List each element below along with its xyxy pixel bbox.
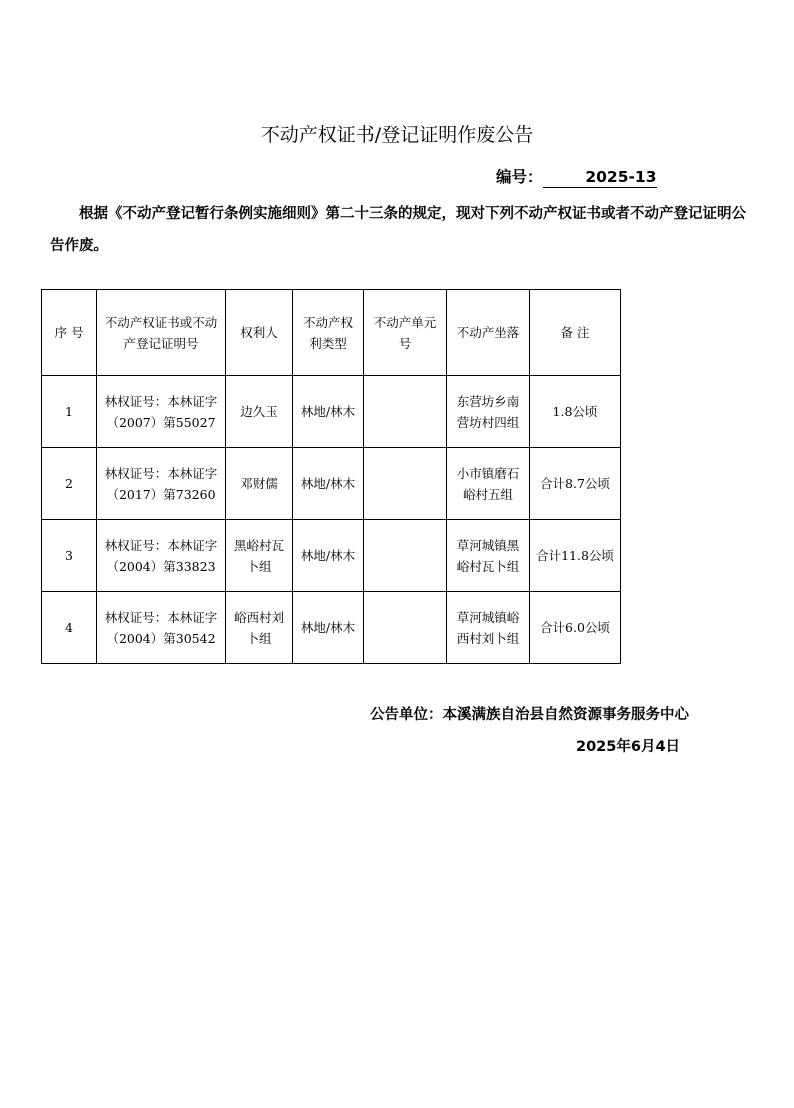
document-number-label: 编号： bbox=[496, 168, 543, 186]
document-title: 不动产权证书/登记证明作废公告 bbox=[260, 124, 534, 146]
table-header-row bbox=[42, 290, 621, 376]
remark: 1.8公顷 bbox=[530, 376, 621, 448]
property-location: 小市镇磨石峪村五组 bbox=[447, 448, 530, 520]
remark: 合计11.8公顷 bbox=[530, 520, 621, 592]
intro-paragraph: 根据《不动产登记暂行条例实施细则》第二十三条的规定，现对下列不动产权证书或者不动产登记证明公告作废。 bbox=[50, 206, 746, 254]
header-cell: 序 号 bbox=[42, 290, 97, 376]
header-cell: 备 注 bbox=[530, 290, 621, 376]
property-location: 东营坊乡南营坊村四组 bbox=[447, 376, 530, 448]
rights-type: 林地/林木 bbox=[293, 376, 364, 448]
certificate-number: 林权证号：本林证字（2004）第33823 bbox=[97, 520, 226, 592]
header-cell: 不动产单元号 bbox=[364, 290, 447, 376]
rights-holder: 峪西村刘卜组 bbox=[226, 592, 293, 664]
document-number-value: 2025-13 bbox=[543, 168, 657, 188]
rights-holder: 黑峪村瓦卜组 bbox=[226, 520, 293, 592]
unit-number bbox=[364, 448, 447, 520]
rights-holder: 边久玉 bbox=[226, 376, 293, 448]
header-cell: 权利人 bbox=[226, 290, 293, 376]
rights-holder: 邓财儒 bbox=[226, 448, 293, 520]
table-row bbox=[42, 376, 621, 448]
header-cell: 不动产坐落 bbox=[447, 290, 530, 376]
remark: 合计8.7公顷 bbox=[530, 448, 621, 520]
issuing-unit: 公告单位：本溪满族自治县自然资源事务服务中心 bbox=[370, 707, 689, 723]
property-location: 草河城镇峪西村刘卜组 bbox=[447, 592, 530, 664]
rights-type: 林地/林木 bbox=[293, 448, 364, 520]
unit-number bbox=[364, 592, 447, 664]
remark: 合计6.0公顷 bbox=[530, 592, 621, 664]
table-row bbox=[42, 520, 621, 592]
row-number: 3 bbox=[42, 520, 97, 592]
certificate-number: 林权证号：本林证字（2007）第55027 bbox=[97, 376, 226, 448]
row-number: 1 bbox=[42, 376, 97, 448]
notice-table bbox=[41, 289, 621, 664]
unit-number bbox=[364, 376, 447, 448]
issue-date: 2025年6月4日 bbox=[576, 739, 681, 755]
certificate-number: 林权证号：本林证字（2004）第30542 bbox=[97, 592, 226, 664]
header-cell: 不动产权利类型 bbox=[293, 290, 364, 376]
header-cell: 不动产权证书或不动产登记证明号 bbox=[97, 290, 226, 376]
rights-type: 林地/林木 bbox=[293, 592, 364, 664]
rights-type: 林地/林木 bbox=[293, 520, 364, 592]
row-number: 2 bbox=[42, 448, 97, 520]
table-row bbox=[42, 448, 621, 520]
row-number: 4 bbox=[42, 592, 97, 664]
unit-number bbox=[364, 520, 447, 592]
document-number bbox=[496, 165, 657, 188]
property-location: 草河城镇黑峪村瓦卜组 bbox=[447, 520, 530, 592]
table-row bbox=[42, 592, 621, 664]
certificate-number: 林权证号：本林证字（2017）第73260 bbox=[97, 448, 226, 520]
